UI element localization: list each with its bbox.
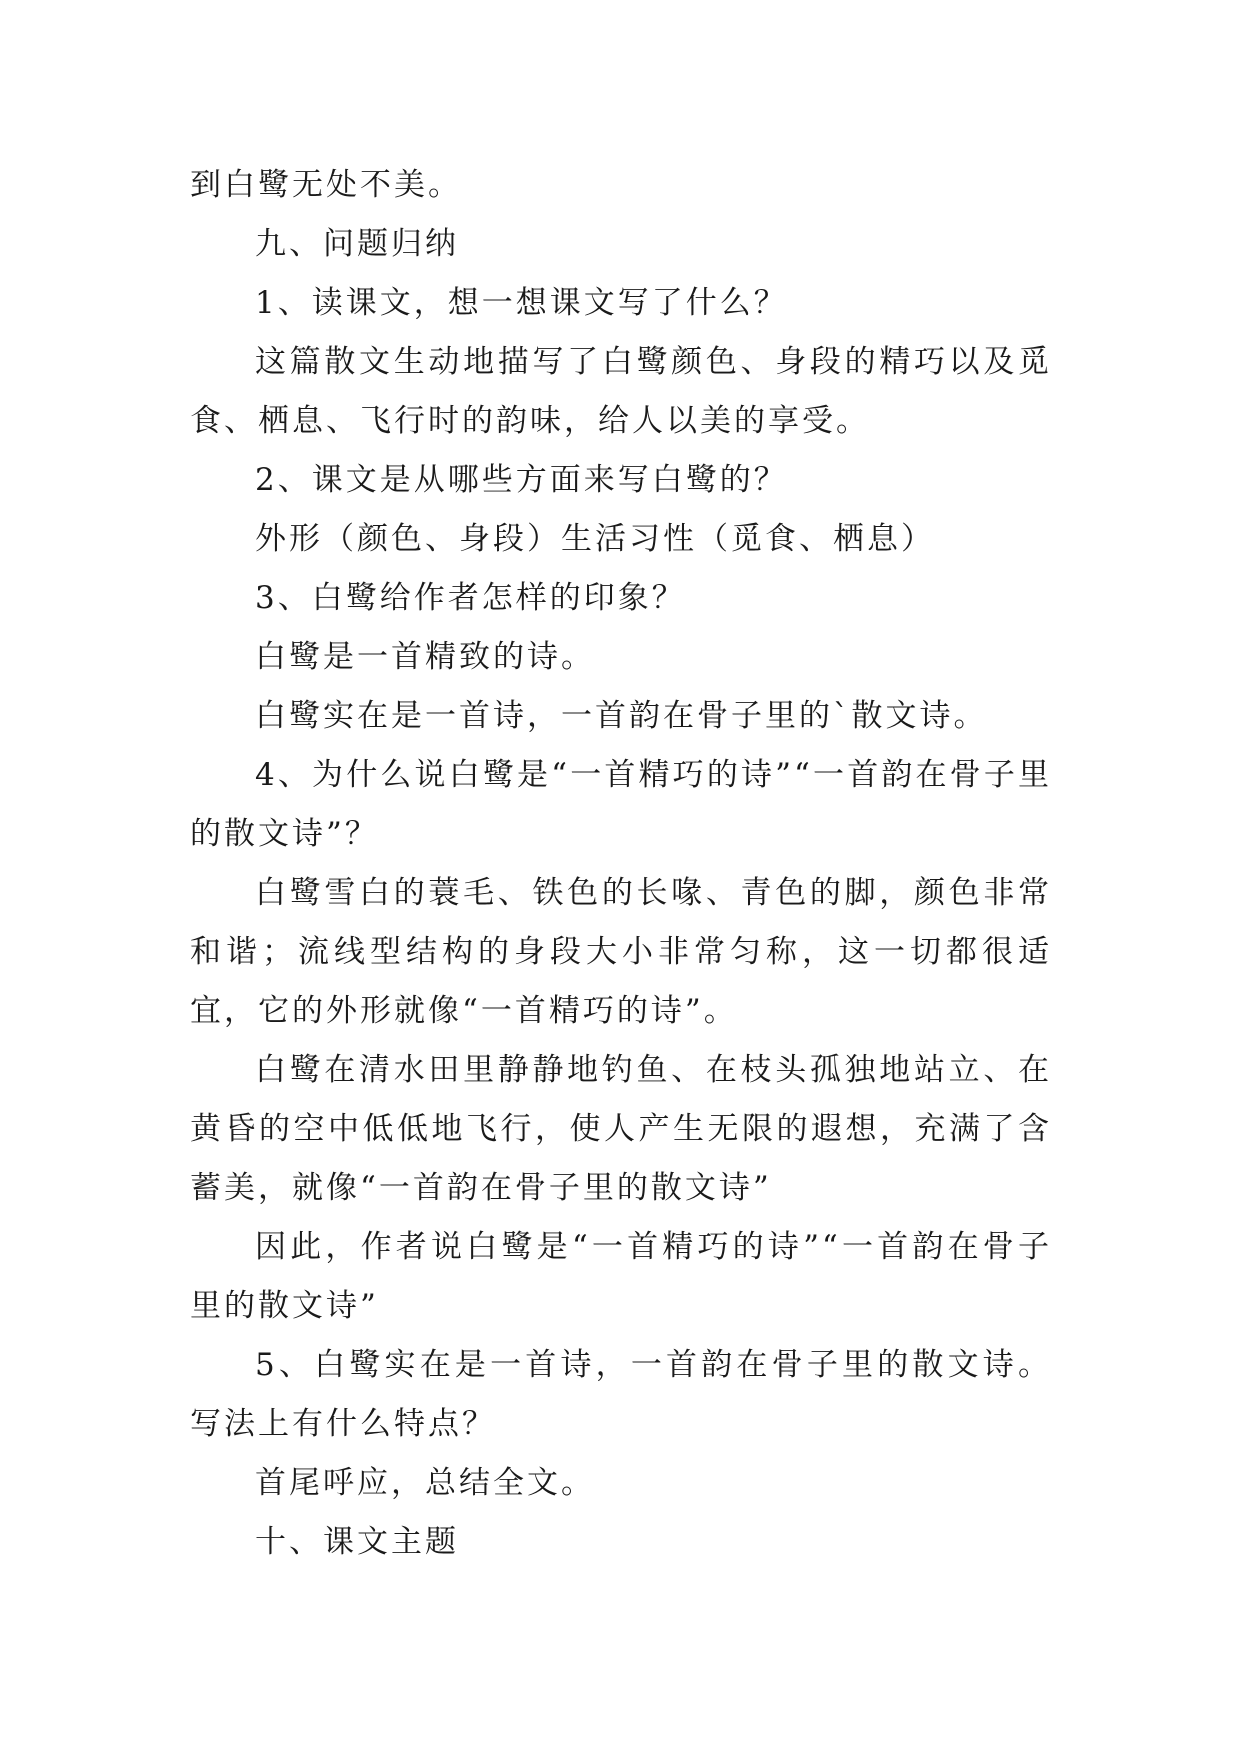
answer: 白鹭雪白的蓑毛、铁色的长喙、青色的脚，颜色非常和谐；流线型结构的身段大小非常匀称，这一切都很适宜，它的外形就像“一首精巧的诗”。 [190,875,1052,1029]
section-heading: 九、问题归纳 [255,226,459,262]
section-heading: 十、课文主题 [255,1524,459,1560]
answer: 外形（颜色、身段）生活习性（觅食、栖息） [255,521,935,557]
answer: 因此，作者说白鹭是“一首精巧的诗”“一首韵在骨子里的散文诗” [190,1229,1052,1324]
answer: 首尾呼应，总结全文。 [255,1465,595,1501]
document-body [190,156,1052,1572]
question: 2、课文是从哪些方面来写白鹭的？ [255,462,788,498]
paragraph: 到白鹭无处不美。 [190,167,462,203]
question: 4、为什么说白鹭是“一首精巧的诗”“一首韵在骨子里的散文诗”？ [190,757,1052,852]
answer: 白鹭实在是一首诗，一首韵在骨子里的`散文诗。 [255,698,988,734]
answer: 白鹭是一首精致的诗。 [255,639,595,675]
answer: 这篇散文生动地描写了白鹭颜色、身段的精巧以及觅食、栖息、飞行时的韵味，给人以美的享受。 [190,344,1052,439]
question: 5、白鹭实在是一首诗，一首韵在骨子里的散文诗。写法上有什么特点？ [190,1347,1052,1442]
question: 1、读课文，想一想课文写了什么？ [255,285,788,321]
answer: 白鹭在清水田里静静地钓鱼、在枝头孤独地站立、在黄昏的空中低低地飞行，使人产生无限的遐想，充满了含蓄美，就像“一首韵在骨子里的散文诗” [190,1052,1052,1206]
question: 3、白鹭给作者怎样的印象？ [255,580,686,616]
